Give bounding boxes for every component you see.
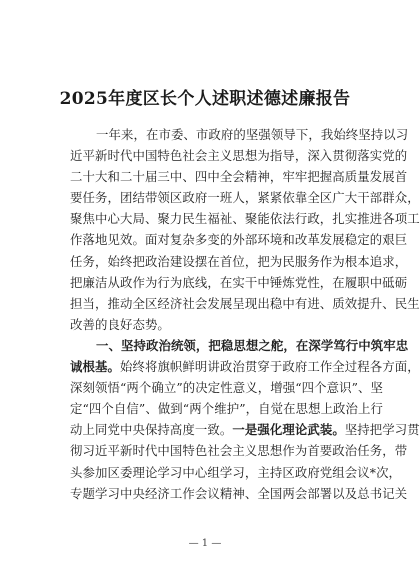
text-line: 作落地见效。面对复杂多变的外部环境和改革发展稳定的艰巨 [70, 232, 408, 248]
section-heading-end: 诚根基。 [70, 359, 120, 375]
text-line: 专题学习中央经济工作会议精神、全国两会部署以及总书记关 [70, 485, 408, 501]
text-line [70, 356, 420, 377]
text-line: 把廉洁从政作为行为底线，在实干中锤炼党性，在履职中砥砺 [70, 274, 408, 290]
text-span: 始终将旗帜鲜明讲政治贯穿于政府工作全过程各方面， [119, 359, 420, 375]
text-line: 聚焦中心大局、聚力民生福祉、聚能依法行政，扎实推进各项工 [70, 211, 420, 227]
document-body [70, 124, 420, 504]
text-line: 改善的良好态势。 [70, 316, 170, 332]
text-line: 担当，推动全区经济社会发展呈现出稳中有进、质效提升、民生 [70, 295, 420, 311]
text-line: 一年来，在市委、市政府的坚强领导下，我始终坚持以习 [96, 127, 409, 142]
text-line: 近平新时代中国特色社会主义思想为指导，深入贯彻落实党的 [70, 148, 408, 164]
text-line: 彻习近平新时代中国特色社会主义思想作为首要政治任务，带 [70, 443, 408, 459]
text-line: 二十大和二十届三中、四中全会精神，牢牢把握高质量发展首 [70, 169, 408, 185]
text-span: 动上同党中央保持高度一致。 [70, 422, 233, 438]
document-title: 2025年度区长个人述职述德述廉报告 [59, 89, 351, 109]
text-line: 深刻领悟“两个确立”的决定性意义，增强“四个意识”、坚 [70, 380, 384, 396]
text-line: 要任务，团结带领区政府一班人，紧紧依靠全区广大干部群众， [70, 190, 420, 206]
text-line [70, 419, 420, 440]
text-line: 头参加区委理论学习中心组学习，主持区政府党组会议*次， [70, 464, 402, 480]
text-span: 坚持把学习贯 [344, 422, 420, 438]
text-line: 定“四个自信”、做到“两个维护”，自觉在思想上政治上行 [70, 401, 384, 417]
text-line: 任务，始终把政治建设摆在首位，把为民服务作为根本追求， [70, 253, 408, 269]
section-heading: 一、坚持政治统领，把稳思想之舵，在深学笃行中筑牢忠 [96, 337, 409, 353]
subpoint-heading: 一是强化理论武装。 [232, 422, 345, 438]
page-number: — 1 — [188, 538, 222, 549]
